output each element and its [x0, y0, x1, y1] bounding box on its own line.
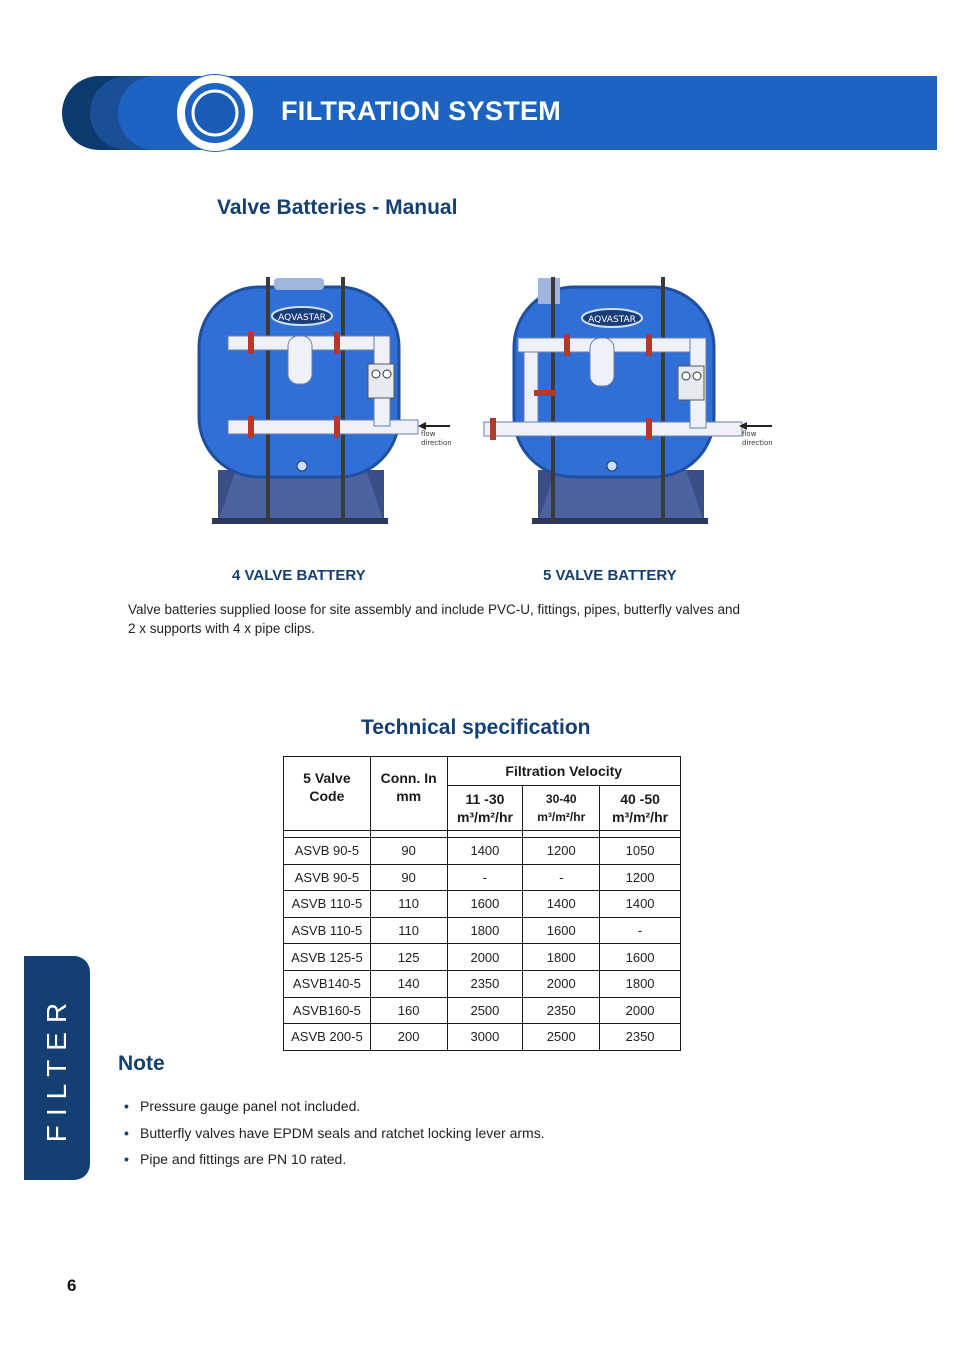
brand-label: AQVASTAR [278, 313, 326, 323]
table-row: ASVB140-5 140 2350 2000 1800 [284, 970, 681, 997]
four-valve-battery-illustration [196, 272, 466, 528]
note-list [124, 1098, 545, 1178]
flow-label: flow [421, 430, 436, 438]
bullet-icon: • [124, 1151, 129, 1167]
header-conn: Conn. In mm [370, 757, 447, 831]
header-velocity-3: 40 -50 m³/m²/hr [600, 786, 681, 831]
list-item: • Pressure gauge panel not included. [124, 1098, 361, 1114]
flow-direction-label: direction [421, 439, 452, 447]
spec-table [283, 756, 681, 1051]
header-velocity-2: 30-40 m³/m²/hr [523, 786, 600, 831]
table-row: ASVB 200-5 200 3000 2500 2350 [284, 1024, 681, 1051]
table-row: ASVB 110-5 110 1800 1600 - [284, 917, 681, 944]
five-valve-battery-illustration [476, 272, 786, 528]
header-velocity: Filtration Velocity [447, 757, 680, 786]
brand-label: AQVASTAR [588, 315, 636, 325]
list-item: • Butterfly valves have EPDM seals and ratchet locking lever arms. [124, 1124, 545, 1141]
flow-label: flow [742, 430, 757, 438]
ring-logo-icon [174, 72, 256, 154]
five-valve-caption: 5 VALVE BATTERY [543, 567, 677, 584]
section-title: Valve Batteries - Manual [217, 196, 458, 219]
header-velocity-1: 11 -30 m³/m²/hr [447, 786, 523, 831]
bullet-icon: • [124, 1124, 129, 1141]
table-row: ASVB 90-5 90 - - 1200 [284, 864, 681, 891]
page-title: FILTRATION SYSTEM [281, 96, 562, 126]
table-row: ASVB 125-5 125 2000 1800 1600 [284, 944, 681, 971]
flow-direction-label: direction [742, 439, 773, 447]
side-tab-label: FILTER [41, 993, 73, 1143]
spec-title: Technical specification [361, 716, 591, 739]
table-row: ASVB160-5 160 2500 2350 2000 [284, 997, 681, 1024]
description-text: Valve batteries supplied loose for site assembly and include PVC-U, fittings, pipes, butterfly valves and 2 x supports with 4 x pipe clips. [128, 602, 741, 636]
list-item: • Pipe and fittings are PN 10 rated. [124, 1151, 347, 1167]
header-code: 5 Valve Code [284, 757, 371, 831]
table-row: ASVB 110-5 110 1600 1400 1400 [284, 891, 681, 918]
side-tab [24, 956, 90, 1180]
page-number: 6 [67, 1276, 77, 1295]
header-banner [62, 76, 937, 150]
table-row: ASVB 90-5 90 1400 1200 1050 [284, 838, 681, 865]
note-title: Note [118, 1052, 165, 1075]
bullet-icon: • [124, 1098, 129, 1114]
four-valve-caption: 4 VALVE BATTERY [232, 567, 366, 584]
